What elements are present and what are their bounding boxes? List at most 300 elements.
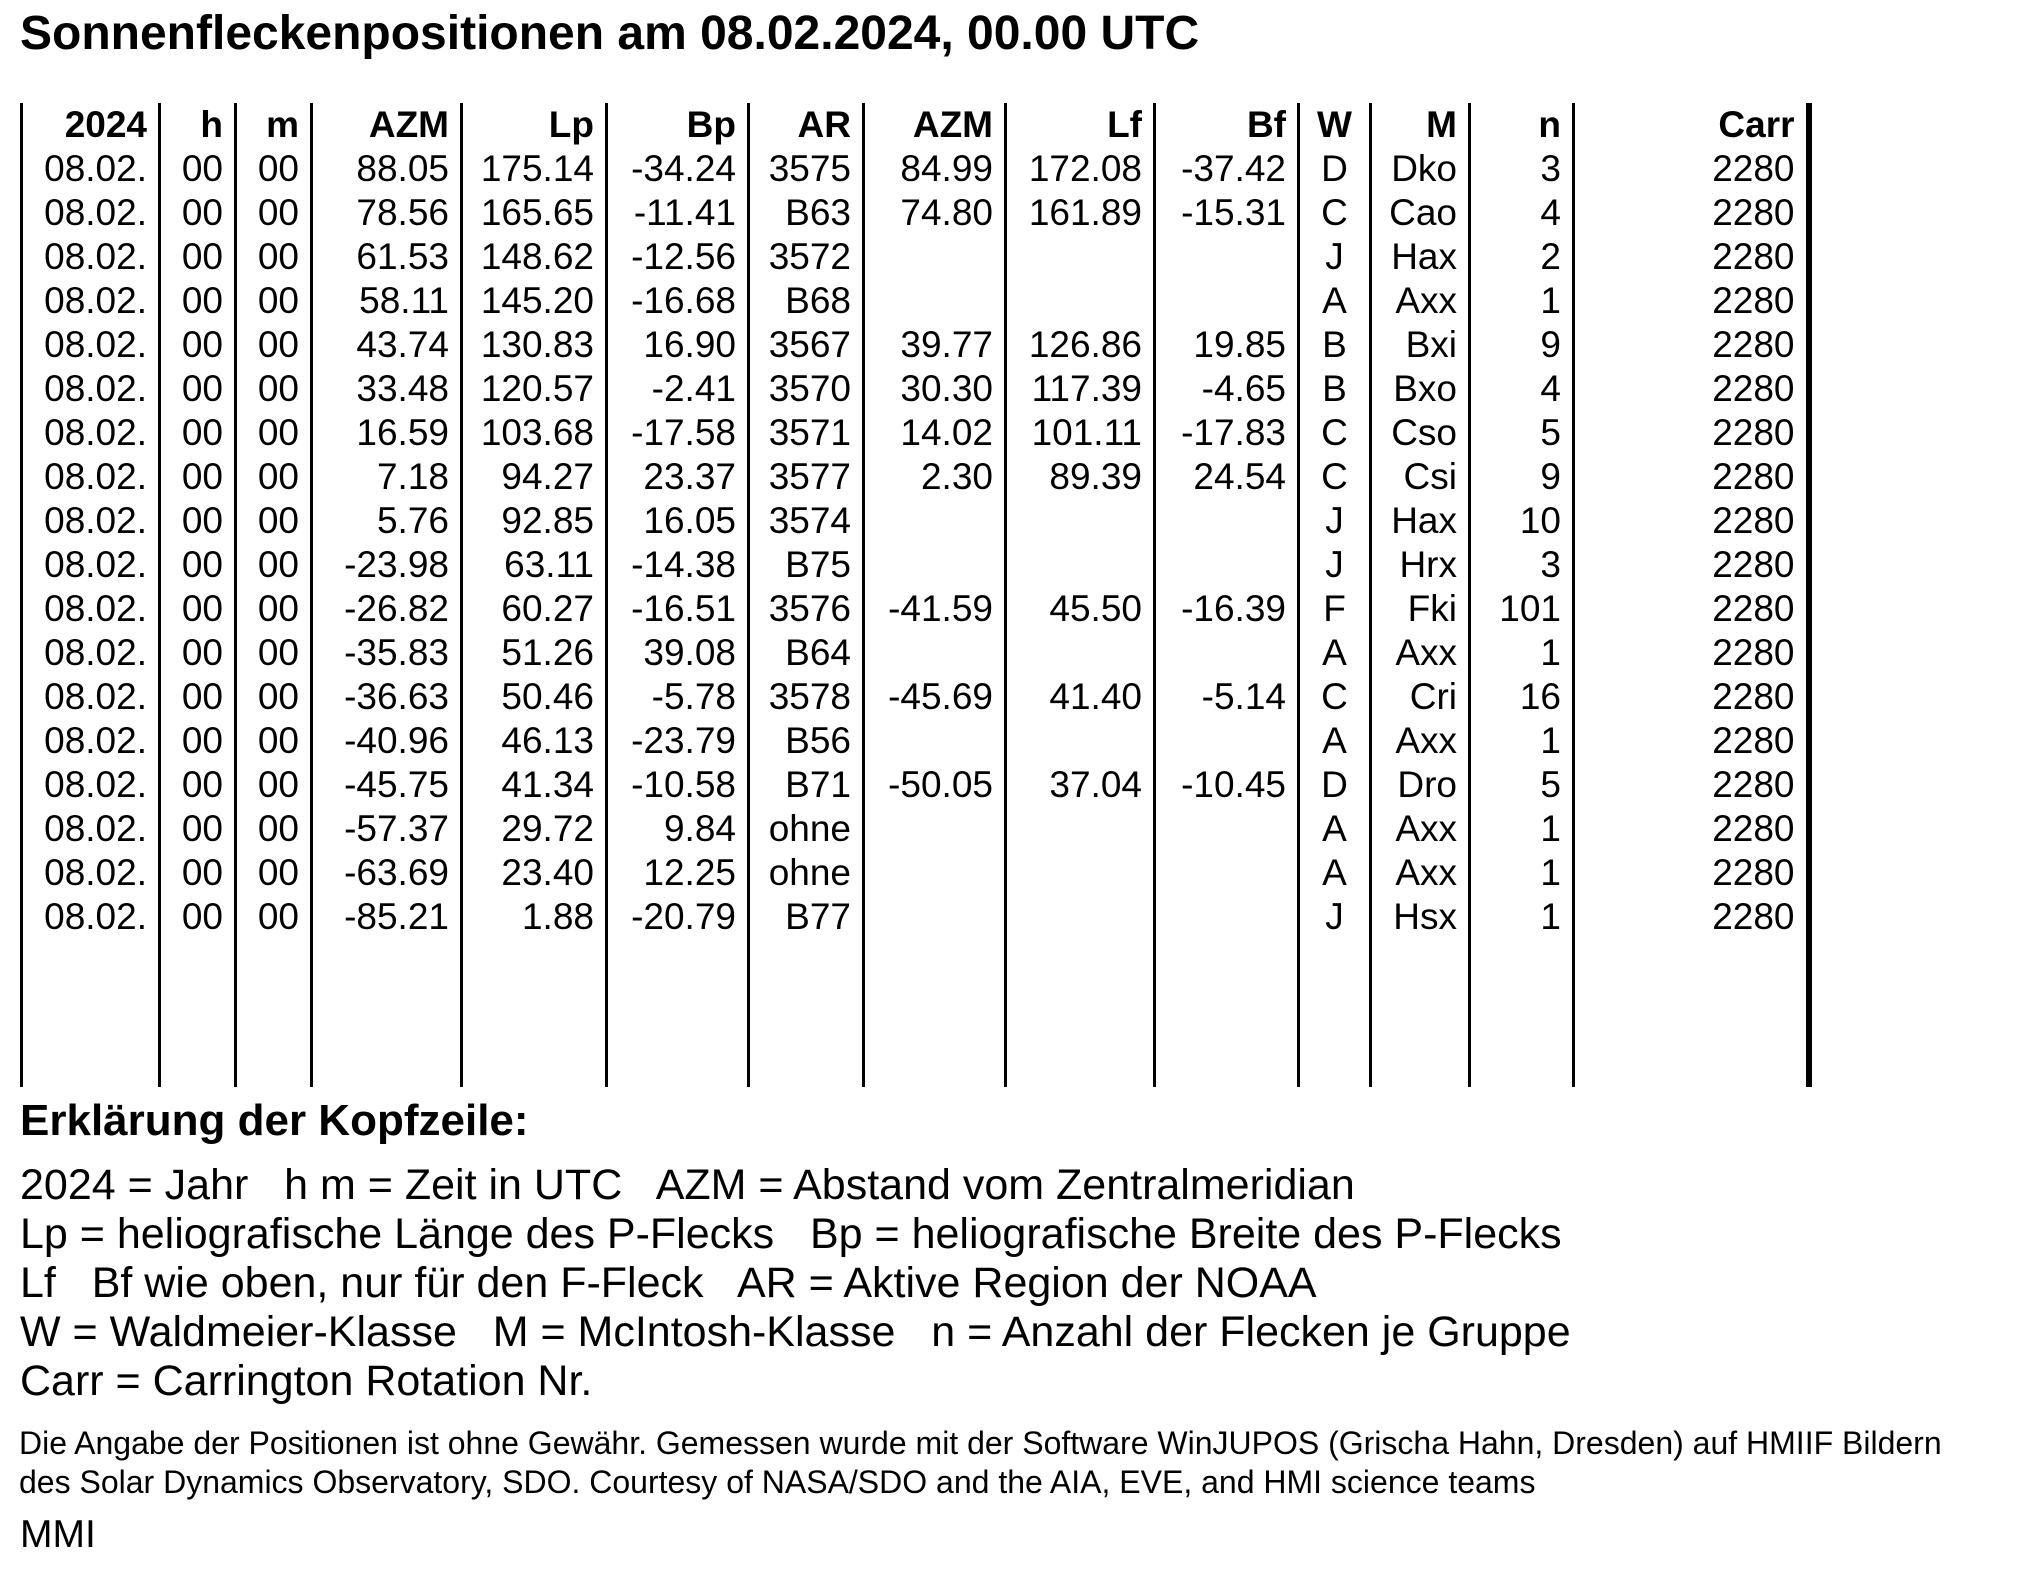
table-cell: 148.62 xyxy=(462,235,607,279)
table-cell: -17.83 xyxy=(1155,411,1299,455)
table-cell: 00 xyxy=(236,807,312,851)
table-cell: 08.02. xyxy=(22,147,160,191)
table-cell: B75 xyxy=(749,543,864,587)
table-cell: B xyxy=(1299,323,1371,367)
table-cell: Bxo xyxy=(1371,367,1470,411)
table-cell: -26.82 xyxy=(312,587,462,631)
table-cell xyxy=(1006,895,1155,939)
table-cell: -10.45 xyxy=(1155,763,1299,807)
empty-cell xyxy=(1470,939,1574,1087)
table-cell: -23.79 xyxy=(607,719,749,763)
table-cell: 161.89 xyxy=(1006,191,1155,235)
table-cell xyxy=(1006,631,1155,675)
table-cell: 29.72 xyxy=(462,807,607,851)
table-cell: 39.08 xyxy=(607,631,749,675)
table-cell: A xyxy=(1299,807,1371,851)
table-cell xyxy=(1006,851,1155,895)
table-cell: 00 xyxy=(160,279,236,323)
table-cell: 08.02. xyxy=(22,851,160,895)
column-header-8-azm: AZM xyxy=(864,103,1006,147)
table-cell: 46.13 xyxy=(462,719,607,763)
table-row xyxy=(22,895,1809,939)
table-cell: 08.02. xyxy=(22,675,160,719)
table-cell: 00 xyxy=(160,719,236,763)
table-cell: -4.65 xyxy=(1155,367,1299,411)
table-cell: 10 xyxy=(1470,499,1574,543)
table-cell: 1 xyxy=(1470,279,1574,323)
table-cell: 08.02. xyxy=(22,895,160,939)
table-cell: 24.54 xyxy=(1155,455,1299,499)
table-cell: 08.02. xyxy=(22,411,160,455)
table-extension-row xyxy=(22,939,1809,1087)
table-cell: -15.31 xyxy=(1155,191,1299,235)
table-cell: A xyxy=(1299,279,1371,323)
legend-line: Carr = Carrington Rotation Nr. xyxy=(20,1357,593,1405)
table-cell: Csi xyxy=(1371,455,1470,499)
table-cell: -2.41 xyxy=(607,367,749,411)
table-cell: Hax xyxy=(1371,499,1470,543)
table-cell: -36.63 xyxy=(312,675,462,719)
table-cell: 00 xyxy=(160,807,236,851)
table-cell: 3570 xyxy=(749,367,864,411)
table-cell: -63.69 xyxy=(312,851,462,895)
table-cell: 61.53 xyxy=(312,235,462,279)
table-cell xyxy=(864,235,1006,279)
column-header-1-2024: 2024 xyxy=(22,103,160,147)
table-row xyxy=(22,367,1809,411)
table-cell: 58.11 xyxy=(312,279,462,323)
table-cell: 2280 xyxy=(1574,367,1809,411)
table-cell: D xyxy=(1299,147,1371,191)
table-cell: 00 xyxy=(160,367,236,411)
table-cell xyxy=(864,499,1006,543)
disclaimer-line: des Solar Dynamics Observatory, SDO. Courtesy of NASA/SDO and the AIA, EVE, and HMI science teams xyxy=(19,1464,1536,1500)
table-cell: 08.02. xyxy=(22,763,160,807)
table-cell: -45.75 xyxy=(312,763,462,807)
table-cell: A xyxy=(1299,631,1371,675)
empty-cell xyxy=(607,939,749,1087)
table-cell: 2280 xyxy=(1574,147,1809,191)
table-row xyxy=(22,235,1809,279)
empty-cell xyxy=(1574,939,1809,1087)
table-cell: Axx xyxy=(1371,851,1470,895)
table-cell: 2280 xyxy=(1574,235,1809,279)
table-cell: 08.02. xyxy=(22,499,160,543)
empty-cell xyxy=(1299,939,1371,1087)
table-row xyxy=(22,499,1809,543)
empty-cell xyxy=(864,939,1006,1087)
table-cell: 2280 xyxy=(1574,191,1809,235)
table-cell xyxy=(1006,279,1155,323)
table-cell: 101 xyxy=(1470,587,1574,631)
table-cell: Cao xyxy=(1371,191,1470,235)
table-cell: 51.26 xyxy=(462,631,607,675)
table-cell: -85.21 xyxy=(312,895,462,939)
table-cell: -37.42 xyxy=(1155,147,1299,191)
table-body xyxy=(22,147,1809,1087)
table-cell: ohne xyxy=(749,851,864,895)
legend-line: Lf Bf wie oben, nur für den F-Fleck AR = Aktive Region der NOAA xyxy=(20,1259,1317,1307)
table-cell: 16.05 xyxy=(607,499,749,543)
table-cell: 2280 xyxy=(1574,279,1809,323)
table-cell: 3 xyxy=(1470,543,1574,587)
table-cell: 00 xyxy=(160,631,236,675)
table-cell xyxy=(1006,499,1155,543)
table-cell: 00 xyxy=(236,279,312,323)
table-cell: 00 xyxy=(160,543,236,587)
table-cell xyxy=(864,895,1006,939)
table-cell: 2280 xyxy=(1574,455,1809,499)
table-cell: 00 xyxy=(236,631,312,675)
table-cell: 30.30 xyxy=(864,367,1006,411)
table-cell: 1 xyxy=(1470,807,1574,851)
table-cell: 23.37 xyxy=(607,455,749,499)
table-cell: 88.05 xyxy=(312,147,462,191)
table-cell: B64 xyxy=(749,631,864,675)
table-cell: Cso xyxy=(1371,411,1470,455)
table-cell: 00 xyxy=(236,543,312,587)
table-cell xyxy=(1006,807,1155,851)
table-cell: 50.46 xyxy=(462,675,607,719)
table-cell: B xyxy=(1299,367,1371,411)
table-cell: 2280 xyxy=(1574,323,1809,367)
column-header-3-m: m xyxy=(236,103,312,147)
table-cell: 94.27 xyxy=(462,455,607,499)
table-row xyxy=(22,587,1809,631)
table-cell: 3 xyxy=(1470,147,1574,191)
column-header-2-h: h xyxy=(160,103,236,147)
table-cell: 2280 xyxy=(1574,719,1809,763)
table-row xyxy=(22,191,1809,235)
table-cell: 08.02. xyxy=(22,235,160,279)
table-cell: 117.39 xyxy=(1006,367,1155,411)
table-cell: 00 xyxy=(160,895,236,939)
table-cell: Fki xyxy=(1371,587,1470,631)
table-cell: 00 xyxy=(236,587,312,631)
table-cell: 4 xyxy=(1470,367,1574,411)
table-cell: 2280 xyxy=(1574,587,1809,631)
table-cell: Bxi xyxy=(1371,323,1470,367)
table-cell: A xyxy=(1299,719,1371,763)
table-cell: 00 xyxy=(236,895,312,939)
table-cell xyxy=(1155,851,1299,895)
table-cell: 3577 xyxy=(749,455,864,499)
table-cell: 00 xyxy=(160,851,236,895)
table-cell: 00 xyxy=(160,191,236,235)
table-cell: B56 xyxy=(749,719,864,763)
table-cell xyxy=(864,543,1006,587)
table-cell: 3576 xyxy=(749,587,864,631)
table-cell: -16.51 xyxy=(607,587,749,631)
legend-line: W = Waldmeier-Klasse M = McIntosh-Klasse n = Anzahl der Flecken je Gruppe xyxy=(20,1308,1571,1356)
table-cell: 120.57 xyxy=(462,367,607,411)
column-header-12-m: M xyxy=(1371,103,1470,147)
table-cell: -50.05 xyxy=(864,763,1006,807)
table-cell xyxy=(1155,543,1299,587)
table-cell: 41.34 xyxy=(462,763,607,807)
table-cell: 08.02. xyxy=(22,367,160,411)
table-cell: -41.59 xyxy=(864,587,1006,631)
table-cell: 1 xyxy=(1470,719,1574,763)
empty-cell xyxy=(462,939,607,1087)
empty-cell xyxy=(1155,939,1299,1087)
table-cell: Dro xyxy=(1371,763,1470,807)
table-cell: -14.38 xyxy=(607,543,749,587)
table-cell: 08.02. xyxy=(22,191,160,235)
table-cell: 130.83 xyxy=(462,323,607,367)
table-cell: 00 xyxy=(160,323,236,367)
table-cell: J xyxy=(1299,543,1371,587)
empty-cell xyxy=(749,939,864,1087)
table-row xyxy=(22,851,1809,895)
table-cell: 175.14 xyxy=(462,147,607,191)
table-cell: Axx xyxy=(1371,279,1470,323)
table-cell: 2 xyxy=(1470,235,1574,279)
table-cell: -16.68 xyxy=(607,279,749,323)
table-cell: J xyxy=(1299,895,1371,939)
table-cell: 101.11 xyxy=(1006,411,1155,455)
table-cell: 2280 xyxy=(1574,631,1809,675)
table-cell: 1 xyxy=(1470,851,1574,895)
table-row xyxy=(22,631,1809,675)
table-cell: 12.25 xyxy=(607,851,749,895)
table-cell: -20.79 xyxy=(607,895,749,939)
legend-lines xyxy=(20,1161,1571,1406)
table-cell: 9 xyxy=(1470,455,1574,499)
legend-line: Lp = heliografische Länge des P-Flecks Bp = heliografische Breite des P-Flecks xyxy=(20,1210,1562,1258)
table-cell: C xyxy=(1299,455,1371,499)
table-cell: -45.69 xyxy=(864,675,1006,719)
table-cell: -5.14 xyxy=(1155,675,1299,719)
table-cell: 41.40 xyxy=(1006,675,1155,719)
table-cell: 9.84 xyxy=(607,807,749,851)
table-cell: 08.02. xyxy=(22,587,160,631)
table-cell: 08.02. xyxy=(22,323,160,367)
table-cell: 14.02 xyxy=(864,411,1006,455)
table-cell xyxy=(1006,235,1155,279)
table-cell: 63.11 xyxy=(462,543,607,587)
table-cell: 145.20 xyxy=(462,279,607,323)
table-cell: -11.41 xyxy=(607,191,749,235)
column-header-9-lf: Lf xyxy=(1006,103,1155,147)
table-cell: 00 xyxy=(236,763,312,807)
table-cell: 89.39 xyxy=(1006,455,1155,499)
table-cell: 08.02. xyxy=(22,719,160,763)
table-cell: Cri xyxy=(1371,675,1470,719)
table-cell: -57.37 xyxy=(312,807,462,851)
table-cell: 33.48 xyxy=(312,367,462,411)
table-cell: 00 xyxy=(236,191,312,235)
header-row xyxy=(22,103,1809,147)
column-header-13-n: n xyxy=(1470,103,1574,147)
table-cell: 08.02. xyxy=(22,543,160,587)
table-cell: 00 xyxy=(236,411,312,455)
table-cell: 16.90 xyxy=(607,323,749,367)
table-cell: 74.80 xyxy=(864,191,1006,235)
empty-cell xyxy=(22,939,160,1087)
table-cell: -5.78 xyxy=(607,675,749,719)
table-cell: 23.40 xyxy=(462,851,607,895)
table-cell: 00 xyxy=(236,235,312,279)
table-cell: 2280 xyxy=(1574,411,1809,455)
table-cell: 00 xyxy=(160,235,236,279)
table-cell: -17.58 xyxy=(607,411,749,455)
table-cell: 9 xyxy=(1470,323,1574,367)
table-cell: 19.85 xyxy=(1155,323,1299,367)
table-cell xyxy=(1155,631,1299,675)
table-cell: 2280 xyxy=(1574,895,1809,939)
table-cell: -10.58 xyxy=(607,763,749,807)
table-cell: 00 xyxy=(236,147,312,191)
empty-cell xyxy=(160,939,236,1087)
table-cell xyxy=(864,719,1006,763)
column-header-7-ar: AR xyxy=(749,103,864,147)
table-cell: 3567 xyxy=(749,323,864,367)
column-header-5-lp: Lp xyxy=(462,103,607,147)
table-cell: 08.02. xyxy=(22,631,160,675)
table-cell: B68 xyxy=(749,279,864,323)
table-cell: Hsx xyxy=(1371,895,1470,939)
table-cell: 39.77 xyxy=(864,323,1006,367)
table-cell: Axx xyxy=(1371,719,1470,763)
page-title: Sonnenfleckenpositionen am 08.02.2024, 00.00 UTC xyxy=(20,7,1200,60)
empty-cell xyxy=(1006,939,1155,1087)
table-cell: 00 xyxy=(160,411,236,455)
table-row xyxy=(22,675,1809,719)
table-cell xyxy=(864,279,1006,323)
table-cell: 92.85 xyxy=(462,499,607,543)
table-cell: B77 xyxy=(749,895,864,939)
table-cell: 5 xyxy=(1470,411,1574,455)
table-row xyxy=(22,719,1809,763)
table-row xyxy=(22,543,1809,587)
empty-cell xyxy=(312,939,462,1087)
table-cell: ohne xyxy=(749,807,864,851)
table-cell: 00 xyxy=(160,763,236,807)
table-cell: 00 xyxy=(236,851,312,895)
table-cell xyxy=(1155,235,1299,279)
table-cell: 3575 xyxy=(749,147,864,191)
column-header-4-azm: AZM xyxy=(312,103,462,147)
table-cell xyxy=(1155,499,1299,543)
table-cell: 2280 xyxy=(1574,543,1809,587)
table-cell: 08.02. xyxy=(22,807,160,851)
disclaimer-line: Die Angabe der Positionen ist ohne Gewähr. Gemessen wurde mit der Software WinJUPOS (Grischa Hahn, Dresden) auf HMIIF Bildern xyxy=(19,1425,1942,1461)
table-cell: 2280 xyxy=(1574,851,1809,895)
table-cell: 00 xyxy=(160,455,236,499)
table-cell: 00 xyxy=(160,147,236,191)
disclaimer xyxy=(19,1424,1942,1502)
table-cell xyxy=(864,807,1006,851)
table-cell: 00 xyxy=(236,367,312,411)
table-cell: -16.39 xyxy=(1155,587,1299,631)
table-row xyxy=(22,807,1809,851)
legend-line: 2024 = Jahr h m = Zeit in UTC AZM = Abstand vom Zentralmeridian xyxy=(20,1161,1355,1209)
table-cell: C xyxy=(1299,191,1371,235)
table-cell xyxy=(1006,543,1155,587)
table-cell: 2280 xyxy=(1574,807,1809,851)
table-cell: -23.98 xyxy=(312,543,462,587)
table-cell xyxy=(864,851,1006,895)
table-cell: F xyxy=(1299,587,1371,631)
sunspot-position-table xyxy=(20,103,1812,1087)
table-cell: 00 xyxy=(160,675,236,719)
table-cell: 5.76 xyxy=(312,499,462,543)
table-cell: 45.50 xyxy=(1006,587,1155,631)
table-cell: 165.65 xyxy=(462,191,607,235)
table-cell: 7.18 xyxy=(312,455,462,499)
table-cell: J xyxy=(1299,499,1371,543)
table-cell: 1 xyxy=(1470,895,1574,939)
table-row xyxy=(22,763,1809,807)
table-cell: 08.02. xyxy=(22,455,160,499)
empty-cell xyxy=(236,939,312,1087)
table-cell: C xyxy=(1299,675,1371,719)
table-cell xyxy=(1155,807,1299,851)
table-cell: B71 xyxy=(749,763,864,807)
table-cell: 126.86 xyxy=(1006,323,1155,367)
table-cell: 00 xyxy=(236,719,312,763)
table-cell: Dko xyxy=(1371,147,1470,191)
table-cell: 4 xyxy=(1470,191,1574,235)
table-row xyxy=(22,279,1809,323)
table-cell xyxy=(1155,719,1299,763)
table-cell: 00 xyxy=(236,675,312,719)
table-cell: D xyxy=(1299,763,1371,807)
table-cell xyxy=(864,631,1006,675)
table-cell: 00 xyxy=(236,323,312,367)
table-cell: Axx xyxy=(1371,631,1470,675)
table-cell: -40.96 xyxy=(312,719,462,763)
table-cell: B63 xyxy=(749,191,864,235)
table-cell: 3572 xyxy=(749,235,864,279)
table-cell: 08.02. xyxy=(22,279,160,323)
table-cell: 3571 xyxy=(749,411,864,455)
table-cell: Hax xyxy=(1371,235,1470,279)
table-cell: 2280 xyxy=(1574,763,1809,807)
table-cell xyxy=(1155,279,1299,323)
empty-cell xyxy=(1371,939,1470,1087)
table-cell xyxy=(1155,895,1299,939)
table-cell: 00 xyxy=(236,455,312,499)
table-cell: -12.56 xyxy=(607,235,749,279)
table-row xyxy=(22,323,1809,367)
table-cell: 00 xyxy=(236,499,312,543)
column-header-6-bp: Bp xyxy=(607,103,749,147)
table-cell: 16.59 xyxy=(312,411,462,455)
table-cell: 1.88 xyxy=(462,895,607,939)
table-cell: 60.27 xyxy=(462,587,607,631)
table-cell: 00 xyxy=(160,499,236,543)
table-cell xyxy=(1006,719,1155,763)
table-cell: 2280 xyxy=(1574,499,1809,543)
table-cell: 1 xyxy=(1470,631,1574,675)
table-cell: Hrx xyxy=(1371,543,1470,587)
table-cell: 43.74 xyxy=(312,323,462,367)
table-cell: -34.24 xyxy=(607,147,749,191)
table-cell: 84.99 xyxy=(864,147,1006,191)
table-cell: 3578 xyxy=(749,675,864,719)
table-cell: 2.30 xyxy=(864,455,1006,499)
table-cell: 78.56 xyxy=(312,191,462,235)
column-header-10-bf: Bf xyxy=(1155,103,1299,147)
table-row xyxy=(22,455,1809,499)
legend-heading: Erklärung der Kopfzeile: xyxy=(20,1096,529,1145)
table-cell: 172.08 xyxy=(1006,147,1155,191)
table-cell: -35.83 xyxy=(312,631,462,675)
table-cell: J xyxy=(1299,235,1371,279)
table-cell: 2280 xyxy=(1574,675,1809,719)
